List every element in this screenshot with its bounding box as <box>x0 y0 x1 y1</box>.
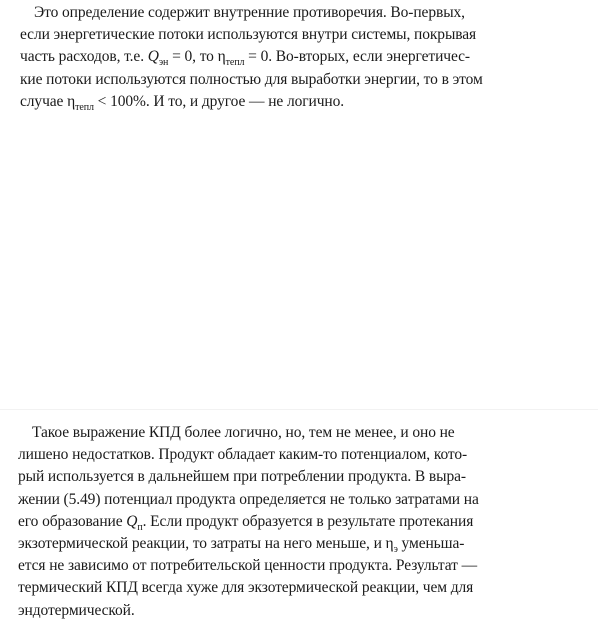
math-symbol-q: Q <box>147 48 159 66</box>
math-subscript: э <box>393 544 398 556</box>
text-line: термический КПД всегда хуже для экзотермической реакции, чем для <box>18 579 474 597</box>
page-divider <box>0 409 598 410</box>
paragraph-contradictions <box>20 2 590 113</box>
paragraph-efficiency-expression <box>18 422 578 622</box>
text-line: кие потоки используются полностью для выработки энергии, то в этом <box>20 70 483 88</box>
text-line: эндотермической. <box>18 601 135 619</box>
text-line: если энергетические потоки используются внутри системы, покрывая <box>20 26 477 44</box>
text-line: его образование $Q_п$. Если продукт образуется в результате протекания <box>18 512 474 533</box>
math-symbol-q: Q <box>126 512 138 530</box>
text-line: лишено недостатков. Продукт обладает каким-то потенциалом, кото- <box>18 446 468 464</box>
math-subscript: эн <box>158 57 169 69</box>
math-subscript: тепл <box>75 101 94 113</box>
text-line: Такое выражение КПД более логично, но, тем не менее, и оно не <box>32 424 455 441</box>
math-subscript: тепл <box>225 57 245 69</box>
text-line: случае $\eta_{тепл} < 100\%$. И то, и другое — не логично. <box>20 92 345 113</box>
text-line: часть расходов, т.е. $Q_{эн} = 0$, то $\eta_{тепл} = 0$. Во-вторых, если энергетичес- <box>20 48 470 69</box>
text-line: ется не зависимо от потребительской ценности продукта. Результат — <box>18 557 477 575</box>
text-line: рый используется в дальнейшем при потреблении продукта. В выра- <box>18 468 466 486</box>
text-line: Это определение содержит внутренние противоречия. Во-первых, <box>34 4 465 21</box>
text-line: экзотермической реакции, то затраты на него меньше, и $\eta_э$ уменьша- <box>18 535 465 556</box>
math-subscript: п <box>137 521 143 533</box>
text-line: жении (5.49) потенциал продукта определяется не только затратами на <box>18 490 479 508</box>
